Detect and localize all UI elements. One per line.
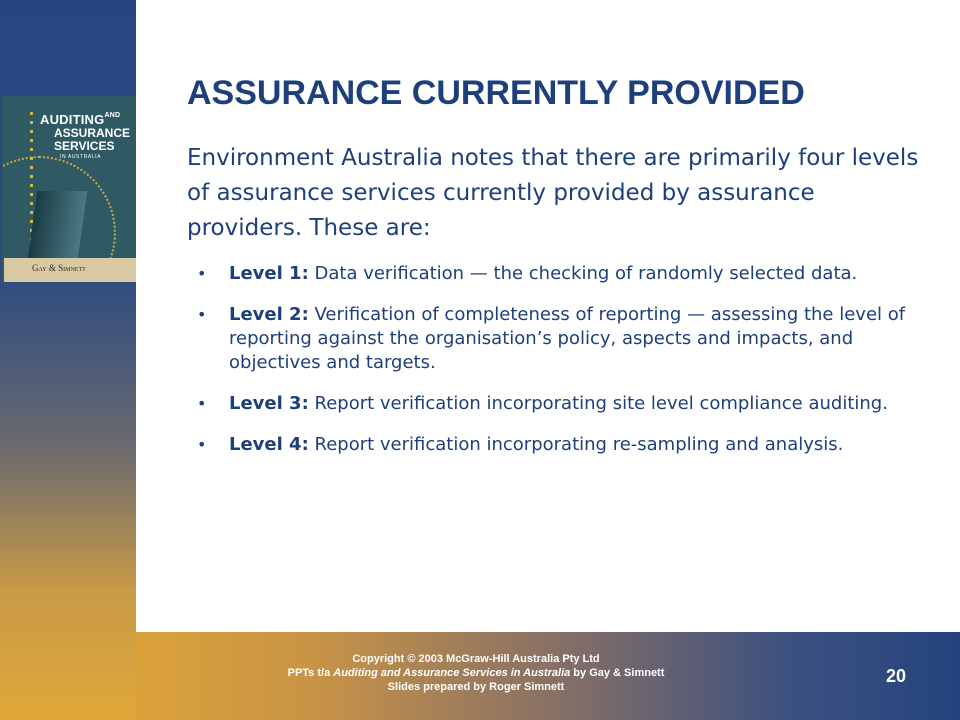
level-label: Level 3: xyxy=(229,393,309,414)
bullet-icon: • xyxy=(197,435,207,454)
level-text: Verification of completeness of reporting — assessing the level of reporting against the organisation’s policy, aspects and impacts, and objectives and targets. xyxy=(229,304,906,373)
list-item xyxy=(195,392,915,416)
level-label: Level 4: xyxy=(229,434,309,455)
copyright-line: Copyright © 2003 McGraw-Hill Australia Pty Ltd xyxy=(352,653,600,665)
page-number: 20 xyxy=(886,666,907,686)
list-item xyxy=(195,433,915,457)
bullet-icon: • xyxy=(197,305,207,324)
book-cover-building xyxy=(27,191,88,266)
book-title-assurance-services: ASSURANCE SERVICES xyxy=(54,126,131,153)
book-cover-image xyxy=(2,96,136,282)
book-title-region: IN AUSTRALIA xyxy=(60,154,102,160)
level-label: Level 2: xyxy=(229,304,309,325)
bullet-icon: • xyxy=(197,394,207,413)
ppt-credit-line: PPTs t/a Auditing and Assurance Services in Australia by Gay & Simnett xyxy=(287,667,665,679)
list-item xyxy=(195,262,915,286)
level-text: Report verification incorporating re-sampling and analysis. xyxy=(308,434,844,455)
intro-paragraph: Environment Australia notes that there are primarily four levels of assurance services currently provided by assurance providers. These are: xyxy=(187,145,919,241)
footer-band xyxy=(136,632,960,720)
level-text: Report verification incorporating site level compliance auditing. xyxy=(308,393,888,414)
book-title-auditing: $AUDITING^{AND}$ xyxy=(40,112,121,127)
slides-credit-line: Slides prepared by Roger Simnett xyxy=(387,681,565,693)
level-text: Data verification — the checking of randomly selected data. xyxy=(308,263,858,284)
copyright-notice xyxy=(136,652,816,694)
level-label: Level 1: xyxy=(229,263,309,284)
slide-title: ASSURANCE CURRENTLY PROVIDED xyxy=(187,74,805,112)
bullet-icon: • xyxy=(197,264,207,283)
list-item xyxy=(195,303,915,375)
book-authors: Gay & Simnett xyxy=(32,263,86,273)
book-title-italic: Auditing and Assurance Services in Australia xyxy=(333,667,571,679)
levels-list xyxy=(195,262,915,474)
